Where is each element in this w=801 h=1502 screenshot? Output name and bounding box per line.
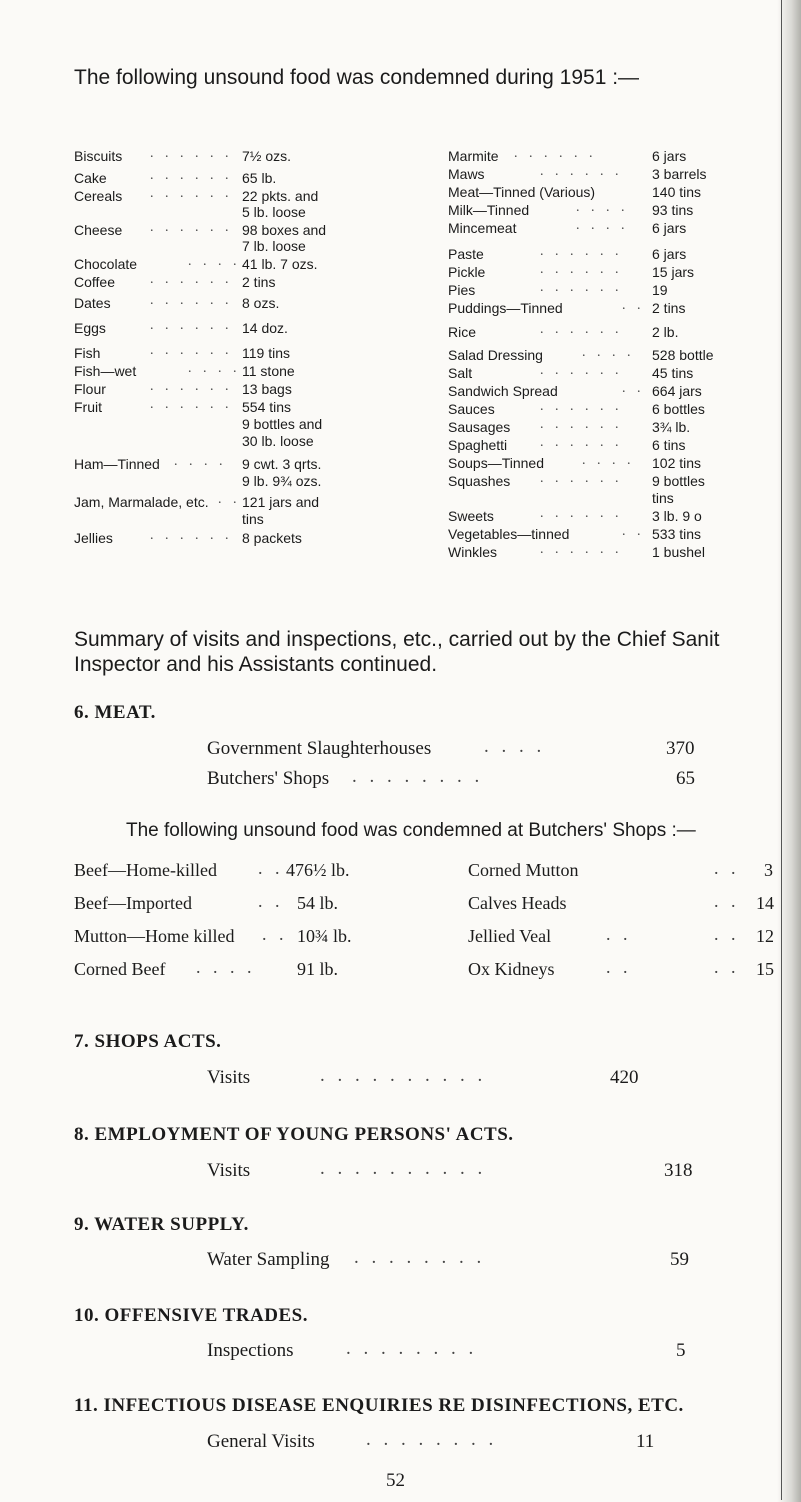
- leader-dots: . . . . . .: [540, 506, 623, 521]
- section-row-value: 420: [610, 1067, 639, 1088]
- summary-paragraph: Summary of visits and inspections, etc., carried out by the Chief Sanit Inspector and his Assistants continued.: [74, 628, 720, 676]
- page-heading: The following unsound food was condemned during 1951 :—: [74, 66, 640, 89]
- food-item-name: Salt: [448, 365, 473, 381]
- food-item-qty: 528 bottle: [652, 347, 714, 363]
- food-item-name: Paste: [448, 246, 484, 262]
- butcher-item-qty: 91 lb.: [297, 959, 339, 979]
- food-item-name: Flour: [74, 381, 106, 397]
- meat-row-label: Butchers' Shops: [207, 768, 330, 789]
- leader-dots: . . . . . .: [150, 397, 233, 412]
- leader-dots: . . . . . . . .: [346, 1338, 478, 1359]
- food-item-qty: 9 cwt. 3 qrts.: [242, 456, 322, 472]
- leader-dots: . . . . . .: [540, 471, 623, 486]
- section-row-label: Water Sampling: [207, 1249, 330, 1270]
- food-item-name: Sausages: [448, 419, 511, 435]
- leader-dots: . . . . . .: [150, 528, 233, 543]
- section-row-label: General Visits: [207, 1431, 315, 1452]
- butcher-item-name: Jellied Veal: [468, 926, 552, 946]
- leader-dots: . .: [622, 381, 645, 396]
- butchers-heading: The following unsound food was condemned at Butchers' Shops :—: [126, 820, 696, 841]
- leader-dots: . . . . . .: [150, 186, 233, 201]
- leader-dots: . . . . . .: [150, 168, 233, 183]
- leader-dots: . . . . . .: [540, 244, 623, 259]
- section-title-water-supply: 9. WATER SUPPLY.: [74, 1214, 249, 1235]
- food-item-name: Sweets: [448, 508, 494, 524]
- food-item-name: Chocolate: [74, 256, 138, 272]
- food-item-name: Fish: [74, 345, 101, 361]
- section-title-meat: 6. MEAT.: [74, 702, 156, 723]
- leader-dots: . . . .: [484, 736, 546, 757]
- leader-dots: . . . . . .: [150, 318, 233, 333]
- leader-dots: . .: [622, 298, 645, 313]
- leader-dots: . .: [622, 524, 645, 539]
- leader-dots: . . . . . .: [540, 322, 623, 337]
- food-item-qty: 664 jars: [652, 383, 702, 399]
- food-item-qty: 9 bottles: [652, 473, 705, 489]
- food-item-qty-cont: 9 lb. 9¾ ozs.: [242, 473, 322, 489]
- butcher-item-name: Corned Beef: [74, 959, 166, 979]
- section-row-label: Visits: [207, 1160, 251, 1181]
- section-row-value: 59: [670, 1249, 689, 1270]
- food-item-qty: 8 packets: [242, 530, 302, 546]
- food-item-name: Cheese: [74, 222, 123, 238]
- food-item-qty-cont: 9 bottles and: [242, 416, 323, 432]
- food-item-name: Fish—wet: [74, 363, 137, 379]
- leader-dots: . . . .: [188, 254, 241, 269]
- butcher-item-qty: 12: [756, 926, 774, 946]
- food-item-qty: 6 bottles: [652, 401, 705, 417]
- butcher-item-qty: 10¾ lb.: [297, 926, 352, 946]
- meat-row-label: Government Slaughterhouses: [207, 738, 432, 759]
- butcher-item-name: Mutton—Home killed: [74, 926, 235, 946]
- food-item-qty: 2 lb.: [652, 324, 679, 340]
- food-item-qty-cont: 7 lb. loose: [242, 238, 306, 254]
- leader-dots: . .: [262, 924, 288, 944]
- food-item-name: Mincemeat: [448, 220, 517, 236]
- leader-dots: . . . .: [576, 218, 629, 233]
- leader-dots: . . . . . .: [540, 417, 623, 432]
- food-item-qty: 65 lb.: [242, 170, 277, 186]
- leader-dots: . . . . . .: [540, 542, 623, 557]
- butcher-item-qty: 476½ lb.: [286, 860, 350, 880]
- leader-dots: . .: [714, 891, 740, 911]
- food-item-name: Salad Dressing: [448, 347, 543, 363]
- food-item-qty: 3 lb. 9 o: [652, 508, 702, 524]
- section-title-shops-acts: 7. SHOPS ACTS.: [74, 1031, 222, 1052]
- butcher-item-name: Beef—Home-killed: [74, 860, 217, 880]
- section-row-value: 318: [664, 1160, 693, 1181]
- food-item-qty: 13 bags: [242, 381, 292, 397]
- food-item-name: Spaghetti: [448, 437, 508, 453]
- food-item-name: Marmite: [448, 148, 499, 164]
- food-item-qty: 6 jars: [652, 246, 687, 262]
- leader-dots: . . . . . .: [150, 379, 233, 394]
- food-item-qty-cont: 5 lb. loose: [242, 204, 306, 220]
- food-item-qty: 102 tins: [652, 455, 702, 471]
- section-title-infectious-disease: 11. INFECTIOUS DISEASE ENQUIRIES RE DISINFECTIONS, ETC.: [74, 1395, 684, 1416]
- leader-dots: . . . . . .: [150, 293, 233, 308]
- food-item-name: Rice: [448, 324, 477, 340]
- leader-dots: . . . .: [188, 361, 241, 376]
- food-item-name: Pies: [448, 282, 476, 298]
- food-item-qty: 121 jars and: [242, 494, 320, 510]
- food-item-name: Cereals: [74, 188, 123, 204]
- leader-dots: . . . . . . . .: [352, 766, 484, 787]
- food-item-qty: 3 barrels: [652, 166, 707, 182]
- food-item-qty: 2 tins: [242, 274, 276, 290]
- food-item-name: Dates: [74, 295, 111, 311]
- section-row-label: Inspections: [207, 1340, 294, 1361]
- food-item-qty: 140 tins: [652, 184, 702, 200]
- food-item-qty: 119 tins: [242, 345, 290, 361]
- food-item-name: Vegetables—tinned: [448, 526, 570, 542]
- food-item-name: Cake: [74, 170, 107, 186]
- leader-dots: . . . .: [196, 957, 256, 977]
- food-item-qty: 8 ozs.: [242, 295, 280, 311]
- leader-dots: . . . . . . . . . .: [320, 1065, 487, 1086]
- leader-dots: . . . .: [576, 200, 629, 215]
- food-item-qty: 22 pkts. and: [242, 188, 319, 204]
- food-item-qty-cont: 30 lb. loose: [242, 433, 314, 449]
- leader-dots: . . . .: [174, 454, 227, 469]
- leader-dots: . .: [714, 858, 740, 878]
- leader-dots: . . . . . . . .: [366, 1429, 498, 1450]
- food-item-qty: 45 tins: [652, 365, 694, 381]
- food-item-name: Coffee: [74, 274, 115, 290]
- leader-dots: . .: [714, 957, 740, 977]
- food-item-name: Jam, Marmalade, etc.: [74, 494, 209, 510]
- food-item-name: Sauces: [448, 401, 495, 417]
- section-row-value: 5: [676, 1340, 686, 1361]
- food-item-qty: 15 jars: [652, 264, 695, 280]
- leader-dots: . . . . . .: [150, 343, 233, 358]
- food-item-qty-cont: tins: [652, 490, 674, 506]
- leader-dots: . . . . . .: [540, 280, 623, 295]
- food-item-name: Biscuits: [74, 148, 123, 164]
- leader-dots: . .: [714, 924, 740, 944]
- food-item-name: Ham—Tinned: [74, 456, 160, 472]
- butcher-item-name: Corned Mutton: [468, 860, 579, 880]
- food-item-qty: 554 tins: [242, 399, 292, 415]
- meat-row-value: 65: [676, 768, 695, 789]
- leader-dots: . .: [258, 891, 284, 911]
- butcher-item-qty: 15: [756, 959, 774, 979]
- section-row-label: Visits: [207, 1067, 251, 1088]
- butcher-item-qty: 54 lb.: [297, 893, 339, 913]
- leader-dots: . . . . . .: [540, 164, 623, 179]
- butcher-item-name: Ox Kidneys: [468, 959, 555, 979]
- page-number: 52: [386, 1470, 405, 1491]
- butcher-item-qty: 14: [756, 893, 774, 913]
- food-item-qty: 98 boxes and: [242, 222, 327, 238]
- food-item-qty: 41 lb. 7 ozs.: [242, 256, 318, 272]
- food-item-qty-cont: tins: [242, 511, 264, 527]
- food-item-name: Fruit: [74, 399, 102, 415]
- food-item-name: Soups—Tinned: [448, 455, 544, 471]
- food-item-qty: 93 tins: [652, 202, 694, 218]
- food-item-qty: 11 stone: [242, 363, 295, 379]
- meat-row-value: 370: [666, 738, 695, 759]
- food-item-qty: 6 jars: [652, 148, 687, 164]
- section-title-employment: 8. EMPLOYMENT OF YOUNG PERSONS' ACTS.: [74, 1124, 514, 1145]
- leader-dots: . . . . . .: [150, 220, 233, 235]
- leader-dots: . . . .: [582, 345, 635, 360]
- food-item-name: Winkles: [448, 544, 498, 560]
- leader-dots: . .: [258, 858, 284, 878]
- food-item-name: Sandwich Spread: [448, 383, 558, 399]
- leader-dots: . .: [606, 957, 632, 977]
- leader-dots: . . . . . . . . . .: [320, 1158, 487, 1179]
- food-item-name: Squashes: [448, 473, 511, 489]
- leader-dots: . . . . . .: [540, 363, 623, 378]
- butcher-item-qty: 3: [764, 860, 773, 880]
- page-edge-line: [781, 0, 782, 1500]
- leader-dots: . .: [606, 924, 632, 944]
- leader-dots: . . . . . .: [150, 272, 233, 287]
- leader-dots: . . . . . . . .: [354, 1247, 486, 1268]
- section-title-offensive-trades: 10. OFFENSIVE TRADES.: [74, 1305, 308, 1326]
- section-row-value: 11: [636, 1431, 655, 1452]
- food-item-qty: 19: [652, 282, 668, 298]
- food-item-qty: 3¾ lb.: [652, 419, 691, 435]
- leader-dots: . . . . . .: [540, 399, 623, 414]
- food-item-name: Milk—Tinned: [448, 202, 530, 218]
- food-item-name: Puddings—Tinned: [448, 300, 563, 316]
- food-item-qty: 14 doz.: [242, 320, 288, 336]
- food-item-name: Eggs: [74, 320, 106, 336]
- food-item-name: Meat—Tinned (Various): [448, 184, 596, 200]
- food-item-qty: 2 tins: [652, 300, 686, 316]
- leader-dots: . . . .: [582, 453, 635, 468]
- butcher-item-name: Beef—Imported: [74, 893, 192, 913]
- butcher-item-name: Calves Heads: [468, 893, 567, 913]
- leader-dots: . . . . . .: [150, 146, 233, 161]
- food-item-qty: 1 bushel: [652, 544, 705, 560]
- food-item-name: Jellies: [74, 530, 113, 546]
- food-item-name: Maws: [448, 166, 485, 182]
- leader-dots: . . . . . .: [514, 146, 597, 161]
- food-item-name: Pickle: [448, 264, 486, 280]
- food-item-qty: 533 tins: [652, 526, 702, 542]
- leader-dots: . . . . . .: [540, 435, 623, 450]
- food-item-qty: 6 jars: [652, 220, 687, 236]
- food-item-qty: 7½ ozs.: [242, 148, 292, 164]
- food-item-qty: 6 tins: [652, 437, 686, 453]
- leader-dots: . .: [218, 492, 241, 507]
- leader-dots: . . . . . .: [540, 262, 623, 277]
